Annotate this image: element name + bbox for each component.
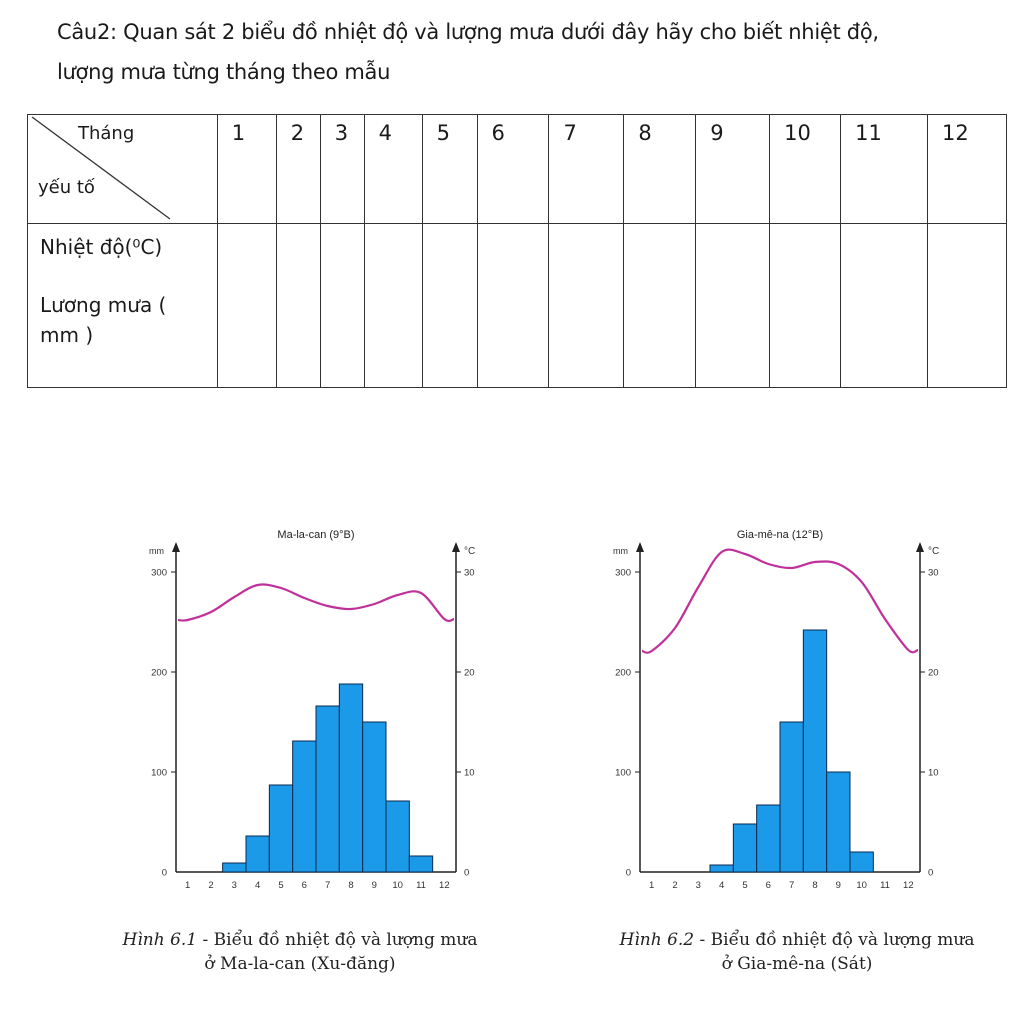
left-axis-unit: mm: [149, 546, 164, 556]
left-axis-arrow: [172, 542, 180, 552]
chart-caption-2: [570, 928, 1024, 976]
rainfall-bar: [710, 865, 733, 872]
rainfall-bar: [409, 856, 432, 872]
question-text: [57, 12, 1017, 92]
month-tick-label: 6: [301, 880, 307, 891]
caption-2-line2: ở Gia-mê-na (Sát): [721, 954, 873, 974]
answer-cell[interactable]: [422, 224, 477, 388]
right-tick-label: 10: [928, 767, 939, 779]
caption-1-prefix: Hình 6.1: [122, 930, 198, 950]
temperature-line: [642, 550, 918, 653]
month-tick-label: 8: [812, 880, 818, 891]
month-tick-label: 9: [835, 880, 841, 891]
right-tick-label: 20: [928, 667, 939, 679]
month-tick-label: 12: [439, 880, 450, 891]
left-tick-label: 100: [151, 767, 167, 779]
month-header: 11: [841, 115, 928, 224]
month-header: 12: [928, 115, 1007, 224]
answer-cell[interactable]: [770, 224, 841, 388]
temperature-row-label: Nhiệt độ(⁰C): [40, 235, 163, 259]
temperature-line: [178, 585, 454, 621]
row-label-cell: [28, 224, 218, 388]
rainfall-bar: [757, 805, 780, 872]
right-tick-label: 20: [464, 667, 475, 679]
question-line-2: lượng mưa từng tháng theo mẫu: [57, 60, 391, 84]
rainfall-bar: [223, 863, 246, 872]
chart-title: Gia-mê-na (12°B): [736, 529, 824, 541]
right-axis-unit: °C: [464, 546, 476, 557]
month-tick-label: 11: [880, 880, 890, 891]
left-tick-label: 200: [615, 667, 631, 679]
rainfall-row-label-1: Lương mưa (: [40, 293, 167, 317]
answer-cell[interactable]: [320, 224, 364, 388]
rainfall-bar: [733, 824, 756, 872]
answer-cell[interactable]: [364, 224, 422, 388]
month-tick-label: 8: [348, 880, 354, 891]
corner-month-label: Tháng: [78, 123, 135, 144]
month-tick-label: 12: [903, 880, 914, 891]
right-tick-label: 30: [928, 567, 939, 579]
month-tick-label: 11: [416, 880, 426, 891]
month-header: 9: [696, 115, 770, 224]
climate-chart-gia-me-na: [594, 520, 974, 900]
right-tick-label: 30: [464, 567, 475, 579]
answer-cell[interactable]: [477, 224, 549, 388]
rainfall-row-label-2: mm ): [40, 323, 94, 347]
answer-cell[interactable]: [276, 224, 320, 388]
caption-1-line1: - Biểu đồ nhiệt độ và lượng mưa: [197, 930, 478, 950]
answer-cell[interactable]: [624, 224, 696, 388]
month-header: 5: [422, 115, 477, 224]
caption-2-prefix: Hình 6.2: [619, 930, 695, 950]
month-tick-label: 2: [672, 880, 678, 891]
rainfall-bar: [269, 785, 292, 872]
answer-cell[interactable]: [696, 224, 770, 388]
month-header: 4: [364, 115, 422, 224]
rainfall-bar: [386, 801, 409, 872]
month-tick-label: 2: [208, 880, 214, 891]
caption-2-line1: - Biểu đồ nhiệt độ và lượng mưa: [694, 930, 975, 950]
left-tick-label: 100: [615, 767, 631, 779]
month-header: 8: [624, 115, 696, 224]
chart-title: Ma-la-can (9°B): [277, 529, 355, 541]
month-tick-label: 1: [649, 880, 655, 891]
rainfall-bar: [339, 684, 362, 872]
climate-chart-ma-la-can: [130, 520, 510, 900]
table-corner-cell: [28, 115, 218, 224]
left-tick-label: 300: [615, 567, 631, 579]
rainfall-bar: [363, 722, 386, 872]
month-tick-label: 7: [789, 880, 795, 891]
left-tick-label: 200: [151, 667, 167, 679]
left-tick-label: 0: [625, 867, 631, 879]
month-tick-label: 4: [719, 880, 725, 891]
answer-cell[interactable]: [841, 224, 928, 388]
right-tick-label: 10: [464, 767, 475, 779]
rainfall-bar: [803, 630, 826, 872]
month-header: 1: [217, 115, 276, 224]
month-tick-label: 1: [185, 880, 191, 891]
question-line-1: Câu2: Quan sát 2 biểu đồ nhiệt độ và lượng mưa dưới đây hãy cho biết nhiệt độ,: [57, 20, 879, 44]
month-header: 2: [276, 115, 320, 224]
corner-factor-label: yếu tố: [38, 177, 95, 198]
month-tick-label: 7: [325, 880, 331, 891]
rainfall-bar: [246, 836, 269, 872]
answer-table: [27, 114, 1007, 388]
right-tick-label: 0: [464, 867, 470, 879]
month-header: 6: [477, 115, 549, 224]
caption-1-line2: ở Ma-la-can (Xu-đăng): [204, 954, 396, 974]
month-tick-label: 10: [392, 880, 403, 891]
table-header-row: [28, 115, 1007, 224]
month-header: 3: [320, 115, 364, 224]
table-data-row: [28, 224, 1007, 388]
answer-cell[interactable]: [549, 224, 624, 388]
left-tick-label: 300: [151, 567, 167, 579]
month-tick-label: 5: [278, 880, 284, 891]
month-tick-label: 4: [255, 880, 261, 891]
rainfall-bar: [850, 852, 873, 872]
right-tick-label: 0: [928, 867, 934, 879]
month-tick-label: 10: [856, 880, 867, 891]
right-axis-arrow: [452, 542, 460, 552]
month-tick-label: 3: [695, 880, 701, 891]
left-axis-arrow: [636, 542, 644, 552]
right-axis-arrow: [916, 542, 924, 552]
answer-cell[interactable]: [928, 224, 1007, 388]
month-tick-label: 5: [742, 880, 748, 891]
month-header: 7: [549, 115, 624, 224]
left-tick-label: 0: [161, 867, 167, 879]
month-tick-label: 3: [231, 880, 237, 891]
answer-cell[interactable]: [217, 224, 276, 388]
month-tick-label: 9: [371, 880, 377, 891]
rainfall-bar: [827, 772, 850, 872]
chart-caption-1: [70, 928, 530, 976]
rainfall-bar: [293, 741, 316, 872]
month-header: 10: [770, 115, 841, 224]
rainfall-bar: [316, 706, 339, 872]
left-axis-unit: mm: [613, 546, 628, 556]
rainfall-bar: [780, 722, 803, 872]
right-axis-unit: °C: [928, 546, 940, 557]
month-tick-label: 6: [765, 880, 771, 891]
